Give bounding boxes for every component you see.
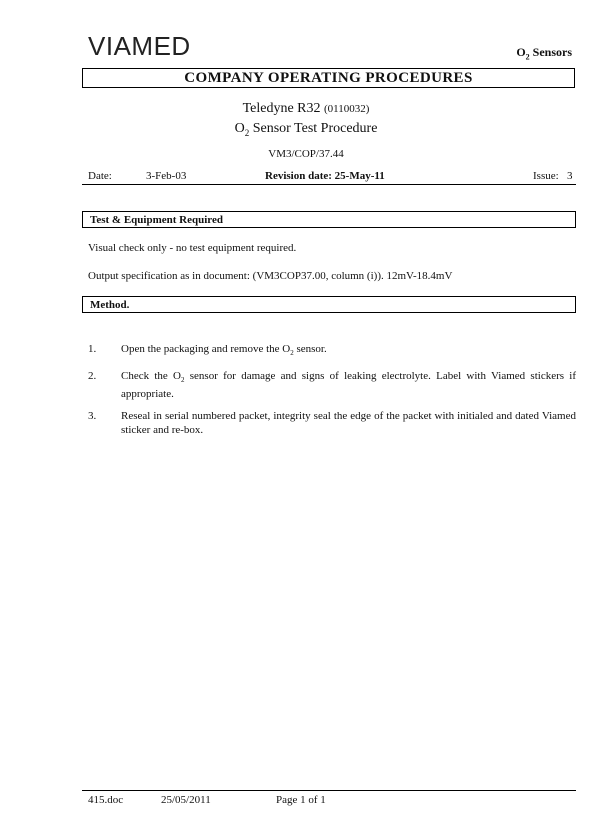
footer-filename: 415.doc bbox=[88, 794, 124, 806]
logo-text: VIAMED bbox=[88, 31, 191, 60]
page-title: COMPANY OPERATING PROCEDURES bbox=[82, 68, 575, 88]
issue-value: 3 bbox=[567, 170, 573, 182]
footer-date: 25/05/2011 bbox=[161, 794, 211, 806]
method-step bbox=[88, 409, 576, 437]
section-heading-test-equipment: Test & Equipment Required bbox=[82, 211, 576, 228]
step-text: Open the packaging and remove the $O_2$ sensor. bbox=[121, 343, 327, 358]
issue-label: Issue: bbox=[533, 170, 559, 182]
revision-date: Revision date: 25-May-11 bbox=[265, 170, 385, 182]
step-text: Reseal in serial numbered packet, integrity seal the edge of the packet with initialed and dated Viamed sticker and re-box. bbox=[121, 410, 576, 436]
method-step bbox=[88, 342, 576, 356]
header-divider bbox=[82, 184, 576, 185]
product-name: Teledyne R32 (0110032) bbox=[242, 101, 370, 116]
footer-page-number: Page 1 of 1 bbox=[276, 794, 326, 806]
step-number: 1. bbox=[88, 343, 97, 355]
product-code: (0110032) bbox=[324, 103, 370, 115]
step-number: 3. bbox=[88, 410, 97, 422]
method-step bbox=[88, 369, 576, 401]
date-value: 3-Feb-03 bbox=[146, 170, 187, 182]
footer-divider bbox=[82, 790, 576, 791]
viamed-logo bbox=[88, 30, 198, 60]
date-label: Date: bbox=[88, 170, 112, 182]
document-reference: VM3/COP/37.44 bbox=[268, 148, 344, 160]
document-category: $O_2$ Sensors bbox=[516, 45, 572, 62]
visual-check-text: Visual check only - no test equipment required. bbox=[88, 242, 297, 254]
step-text: Check the $O_2$ sensor for damage and signs of leaking electrolyte. Label with Viamed stickers if appropriate. bbox=[121, 370, 576, 401]
output-specification-text: Output specification as in document: (VM3COP37.00, column (i)). 12mV-18.4mV bbox=[88, 270, 453, 282]
section-heading-method: Method. bbox=[82, 296, 576, 313]
step-number: 2. bbox=[88, 370, 97, 382]
procedure-title: $O_2$ Sensor Test Procedure bbox=[234, 121, 378, 138]
